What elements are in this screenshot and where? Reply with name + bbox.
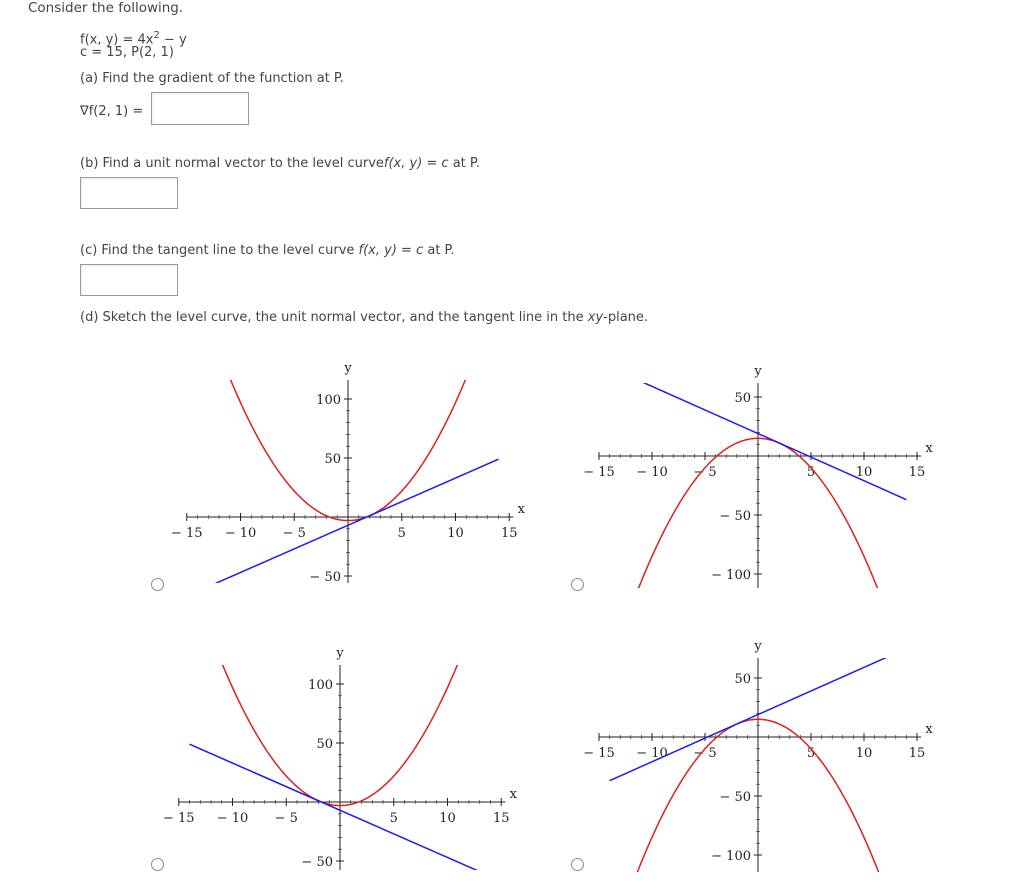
x-tick-label: 10 [439, 811, 456, 826]
x-tick-label: 15 [492, 811, 510, 826]
y-tick-label: 50 [734, 672, 751, 687]
x-tick-label: 15 [908, 746, 926, 761]
y-axis-label: y [336, 646, 344, 661]
y-axis-label: y [754, 364, 762, 379]
x-tick-label: 5 [397, 526, 406, 541]
x-tick-label: − 5 [693, 746, 717, 761]
part-b-prefix: (b) Find a unit normal vector to the level curve [80, 156, 384, 171]
part-b-suffix: at P. [448, 156, 480, 171]
function-prefix: f(x, y) = 4x [80, 32, 154, 48]
function-exponent: 2 [153, 30, 160, 41]
x-tick-label: − 5 [282, 526, 306, 541]
part-c-prefix: (c) Find the tangent line to the level curve [80, 243, 359, 258]
unit-normal-answer-input[interactable] [80, 177, 178, 209]
y-tick-label: 50 [734, 391, 751, 406]
gradient-answer-input[interactable] [151, 92, 249, 125]
y-tick-label: − 50 [309, 570, 341, 585]
x-tick-label: − 10 [216, 811, 249, 826]
y-axis-label: y [344, 361, 352, 376]
x-tick-label: 15 [500, 526, 518, 541]
x-tick-label: 5 [389, 811, 398, 826]
x-tick-label: − 15 [583, 746, 615, 761]
y-tick-label: − 50 [301, 855, 333, 870]
y-tick-label: 50 [316, 737, 333, 752]
x-tick-label: − 15 [162, 811, 195, 826]
graph-option-3 [155, 640, 525, 880]
y-tick-label: − 50 [719, 509, 751, 524]
graph-option-4 [580, 640, 960, 880]
y-tick-label: − 100 [711, 849, 751, 864]
x-tick-label: − 10 [636, 465, 668, 480]
x-tick-label: − 15 [583, 465, 615, 480]
part-a-prompt: (a) Find the gradient of the function at P. [80, 71, 344, 86]
y-tick-label: 50 [324, 452, 341, 467]
part-c-level-curve: f(x, y) = c [358, 243, 424, 258]
x-tick-label: − 15 [170, 526, 203, 541]
graph-option-2 [580, 355, 960, 595]
y-tick-label: 100 [316, 393, 341, 408]
constant-and-point: c = 15, P(2, 1) [80, 45, 174, 60]
tangent-line-answer-input[interactable] [80, 264, 178, 296]
part-c-suffix: at P. [423, 243, 455, 258]
y-tick-label: − 50 [719, 790, 751, 805]
x-tick-label: − 5 [693, 465, 717, 480]
x-tick-label: 15 [908, 465, 926, 480]
x-axis-label: x [509, 787, 517, 802]
question-intro: Consider the following. [28, 0, 184, 16]
x-tick-label: 10 [855, 465, 873, 480]
x-tick-label: 10 [447, 526, 464, 541]
part-b-prompt [80, 156, 480, 171]
x-tick-label: − 5 [274, 811, 298, 826]
part-d-suffix: -plane. [603, 310, 649, 325]
x-tick-label: 5 [806, 465, 816, 480]
y-tick-label: 100 [308, 678, 333, 693]
function-suffix: − y [159, 32, 187, 48]
part-c-prompt [80, 243, 455, 258]
part-d-plane: xy [587, 310, 604, 325]
part-d-prefix: (d) Sketch the level curve, the unit normal vector, and the tangent line in the [80, 310, 588, 325]
y-axis-label: y [754, 639, 762, 654]
graph-option-1 [160, 355, 540, 595]
part-d-prompt [80, 310, 648, 325]
x-axis-label: x [925, 722, 933, 737]
x-tick-label: 10 [855, 746, 873, 761]
x-tick-label: − 10 [636, 746, 668, 761]
x-tick-label: − 10 [224, 526, 257, 541]
part-b-level-curve: f(x, y) = c [383, 156, 449, 171]
x-axis-label: x [925, 441, 933, 456]
gradient-label: ∇f(2, 1) = [80, 104, 144, 119]
x-axis-label: x [517, 502, 525, 517]
x-tick-label: 5 [806, 746, 816, 761]
y-tick-label: − 100 [711, 568, 751, 583]
